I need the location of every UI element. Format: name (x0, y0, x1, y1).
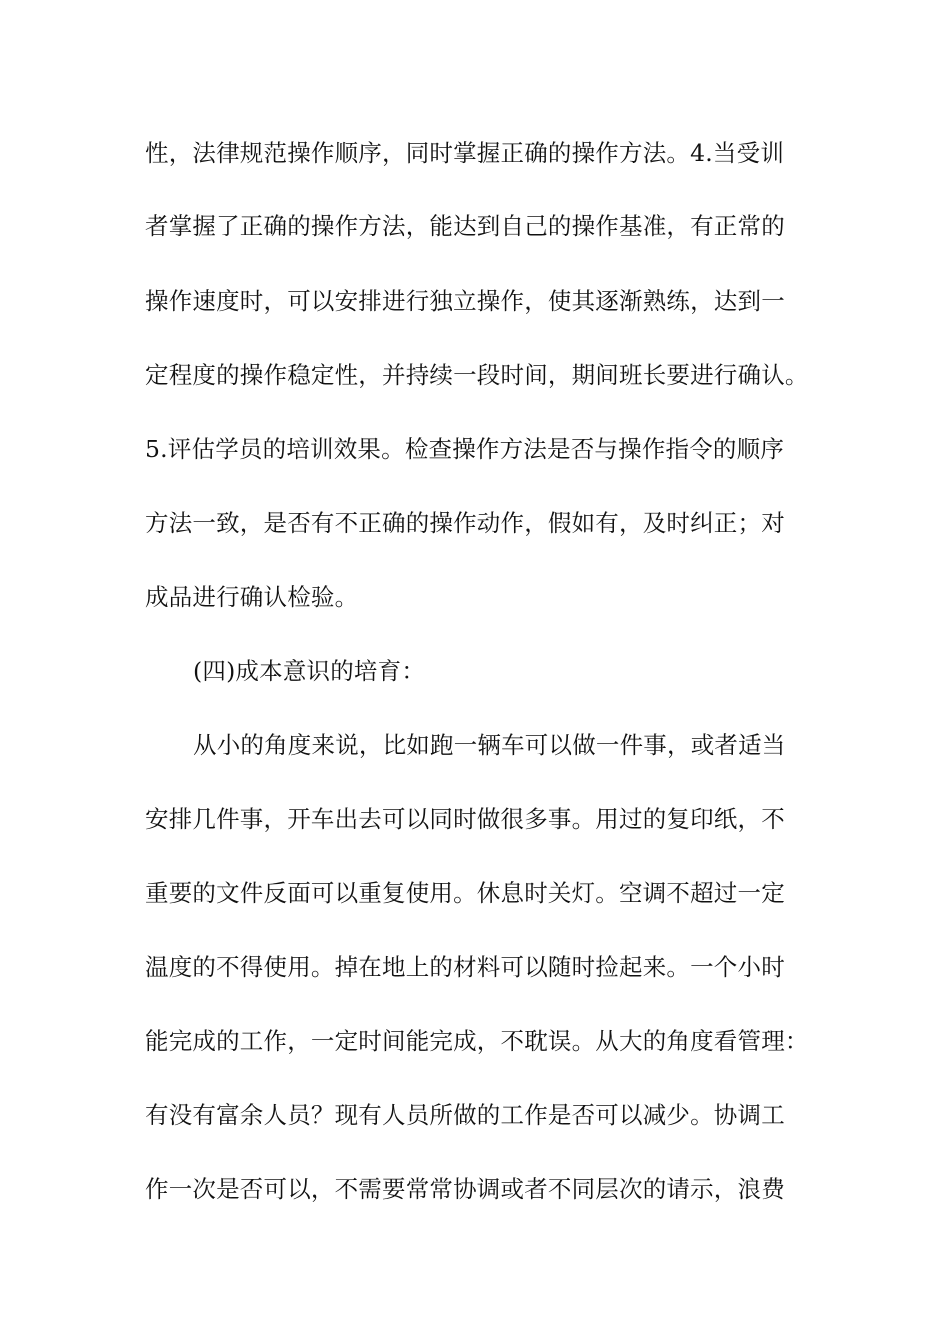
text-line: 定程度的操作稳定性，并持续一段时间，期间班长要进行确认。 (145, 361, 809, 389)
text-line: 方法一致，是否有不正确的操作动作，假如有，及时纠正；对 (145, 509, 785, 537)
text-line: 操作速度时，可以安排进行独立操作，使其逐渐熟练，达到一 (145, 287, 785, 315)
text-line: 能完成的工作，一定时间能完成，不耽误。从大的角度看管理： (145, 1027, 809, 1055)
text-line: 5.评估学员的培训效果。检查操作方法是否与操作指令的顺序 (145, 435, 785, 463)
text-line: 温度的不得使用。掉在地上的材料可以随时捡起来。一个小时 (145, 953, 785, 981)
text-line: 作一次是否可以，不需要常常协调或者不同层次的请示，浪费 (145, 1175, 785, 1203)
text-line: 性，法律规范操作顺序，同时掌握正确的操作方法。4.当受训 (145, 139, 785, 167)
text-line: 者掌握了正确的操作方法，能达到自己的操作基准，有正常的 (145, 212, 785, 240)
text-line: 成品进行确认检验。 (145, 583, 359, 611)
section-heading: (四)成本意识的培育： (193, 657, 426, 685)
text-line: 重要的文件反面可以重复使用。休息时关灯。空调不超过一定 (145, 879, 785, 907)
text-line: 安排几件事，开车出去可以同时做很多事。用过的复印纸，不 (145, 805, 785, 833)
text-line: 有没有富余人员？现有人员所做的工作是否可以减少。协调工 (145, 1101, 785, 1129)
paragraph-first-line: 从小的角度来说，比如跑一辆车可以做一件事，或者适当 (193, 731, 786, 759)
